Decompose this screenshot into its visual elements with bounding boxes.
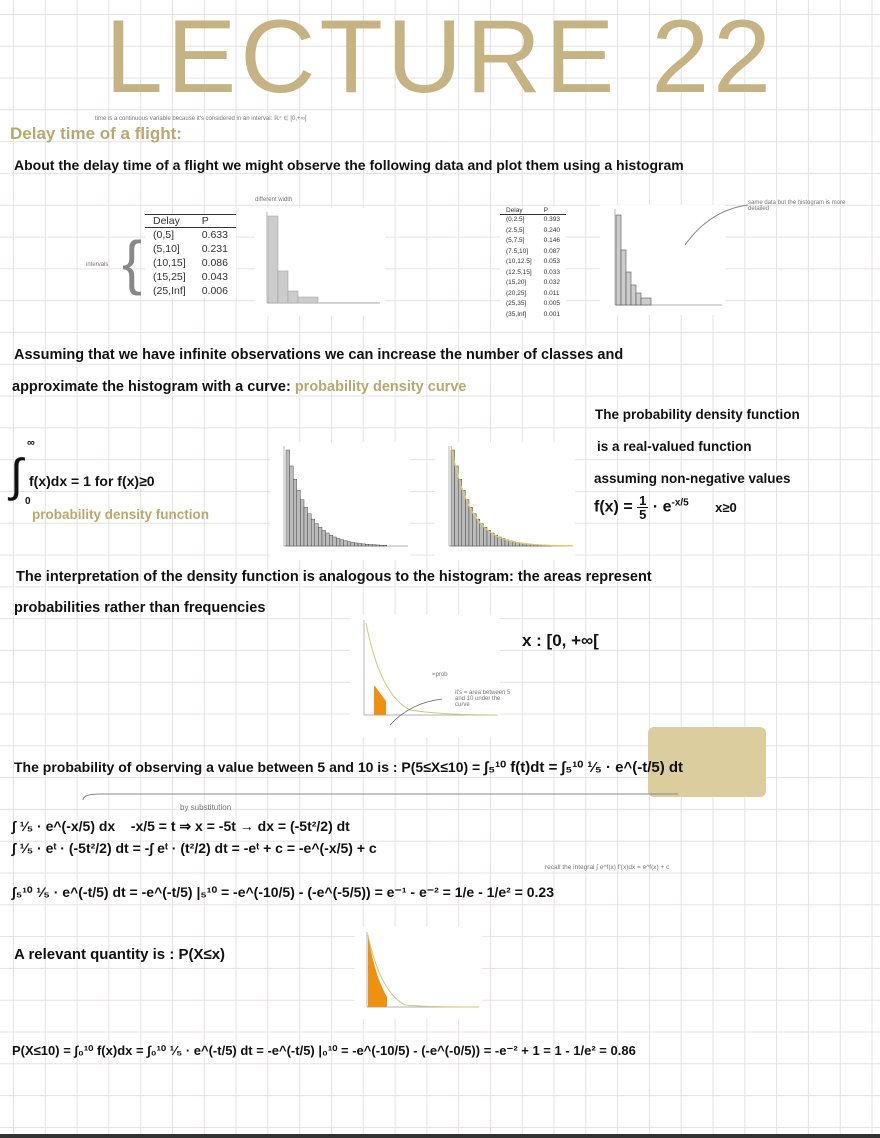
table-row — [500, 236, 566, 247]
interval-cell: (35,Inf] — [506, 310, 527, 318]
histogram-bar — [329, 535, 333, 546]
brace: { — [122, 229, 143, 296]
probability-cell: 0.001 — [543, 310, 560, 318]
probability-density-curve-label: probability density curve — [294, 379, 467, 395]
integral-upper: ∞ — [27, 437, 35, 449]
probability-cell: 0.053 — [543, 258, 560, 265]
histogram-bar — [365, 544, 369, 546]
histogram-bar — [297, 490, 301, 546]
final-formula: P(X≤10) = ∫₀¹⁰ f(x)dx = ∫₀¹⁰ ¹⁄₅ · e^(-t/5) dt = -e^(-t/5) |₀¹⁰ = -e^(-10/5) - (-e^(-0/5)) = -e⁻² + 1 = 1 - 1/e² = 0.86 — [12, 1043, 636, 1058]
histogram-bar — [480, 524, 484, 546]
histogram-bar — [326, 533, 330, 546]
pdf-formula: f(x) = $\frac{1}{5}$ · $e^{-x/5}$ x≥0 — [594, 493, 737, 522]
plot-note-prob: =prob — [432, 672, 448, 678]
note-more-detailed: same data but the histogram is more detailed — [748, 200, 846, 212]
arrow-line — [680, 200, 750, 250]
table-row — [500, 247, 566, 258]
table-row — [145, 228, 236, 243]
interval-cell: (2.5,5] — [506, 226, 525, 234]
interp-line-1: The interpretation of the density function is analogous to the histogram: the areas represent — [16, 569, 652, 585]
probability-cell: 0.240 — [543, 226, 560, 234]
histogram-bar — [286, 450, 290, 546]
histogram-bar — [358, 543, 362, 546]
interval-cell: (15,20] — [506, 279, 527, 286]
prob-line: The probability of observing a value between 5 and 10 is : P(5≤X≤10) = ∫₅¹⁰ f(t)dt = ∫₅¹⁰ ¹⁄₅ · e^(-t/5) dt — [14, 759, 684, 776]
table-row — [145, 284, 236, 298]
probability-cell: 0.011 — [543, 289, 560, 297]
probability-cell: 0.043 — [201, 271, 228, 283]
table-row — [500, 226, 566, 237]
interval-cell: (10,15] — [153, 257, 186, 269]
histogram-bar — [340, 540, 344, 546]
probability-cell: 0.146 — [543, 237, 560, 244]
relevant-quantity: A relevant quantity is : P(X≤x) — [14, 946, 226, 963]
histogram-bar — [476, 519, 480, 546]
table-row — [500, 299, 566, 310]
histogram-bar — [458, 479, 462, 546]
integral-lower: 0 — [25, 496, 31, 507]
interval-cell: (0,5] — [153, 229, 175, 241]
table-row — [500, 257, 566, 268]
table-row — [500, 215, 566, 226]
side-note-time: time is a continuous variable because it's considered in an interval: ℝ⁺ ∈ [0,+∞[ — [95, 116, 307, 122]
histogram-bar — [473, 514, 477, 546]
histogram-bar — [351, 542, 355, 546]
table-row — [500, 289, 566, 300]
probability-cell: 0.033 — [543, 268, 560, 276]
lecture-title: LECTURE 22 — [105, 0, 775, 115]
histogram-5-classes — [255, 208, 385, 316]
table-delay-2: Delay P (0,2.5] 0.393 (2.5,5] 0.240 (5,7.5] 0.146 (7.5,10] 0.087 (10,12.5] 0.053 (12.5,15] 0.033 (15,20] 0.032 (20,25] 0.011 (25,35] 0.005 (35,Inf] 0.001 — [500, 207, 566, 320]
interval-cell: (12.5,15] — [506, 268, 532, 276]
table-row — [500, 278, 566, 289]
brace-label: intervals — [86, 262, 109, 268]
histogram-bar — [300, 500, 304, 546]
support-interval: x : [0, +∞[ — [522, 631, 599, 650]
histogram-bar — [362, 544, 366, 546]
histogram-bar — [333, 537, 337, 546]
histogram-bar — [462, 490, 466, 546]
probability-cell: 0.087 — [543, 247, 560, 255]
probability-cell: 0.231 — [201, 243, 228, 255]
interval-cell: (7.5,10] — [506, 247, 529, 255]
histogram-bar — [354, 543, 358, 546]
histogram-bar — [311, 519, 315, 546]
interval-cell: (15,25] — [153, 271, 186, 283]
intro-text: About the delay time of a flight we might observe the following data and plot them using a histogram — [14, 157, 684, 173]
evaluation-row: ∫₅¹⁰ ¹⁄₅ · e^(-t/5) dt = -e^(-t/5) |₅¹⁰ = -e^(-10/5) - (-e^(-5/5)) = e⁻¹ - e⁻² = 1/e - 1/e² = 0.23 — [12, 884, 554, 900]
histogram-bar — [465, 500, 469, 546]
histogram-bar — [318, 527, 322, 546]
histogram-bar — [372, 545, 376, 546]
histogram-bar — [380, 545, 384, 546]
histogram-bar — [383, 545, 387, 546]
probability-cell: 0.633 — [201, 229, 228, 241]
probability-cell: 0.086 — [201, 257, 228, 269]
table-row — [145, 242, 236, 256]
interval-cell: (0,2.5] — [506, 216, 525, 223]
histogram-bar — [293, 479, 297, 546]
histogram-bar — [376, 545, 380, 546]
connector-line — [80, 790, 680, 802]
interp-line-2: probabilities rather than frequencies — [14, 600, 266, 616]
table-row — [500, 268, 566, 279]
histogram-bar — [469, 507, 473, 546]
probability-cell: 0.005 — [543, 300, 560, 307]
table-row — [500, 310, 566, 321]
histogram-bar — [308, 514, 312, 546]
histogram-bar — [304, 507, 308, 546]
pdf-label: probability density function — [32, 507, 210, 522]
histogram-bar — [290, 466, 294, 546]
table-row — [145, 256, 236, 270]
histogram-bar — [344, 541, 348, 546]
interval-cell: (10,12.5] — [506, 258, 532, 265]
histogram-bar — [315, 524, 319, 546]
table-delay-1: Delay P (0,5] 0.633 (5,10] 0.231 (10,15] 0.086 (15,25] 0.043 (25,Inf] 0.006 — [145, 214, 236, 298]
substitution-note: by substitution — [180, 803, 232, 812]
assume-line-2: approximate the histogram with a curve: — [12, 379, 291, 395]
interval-cell: (25,Inf] — [153, 285, 186, 297]
substitution-result: ∫ ¹⁄₅ · eᵗ · (-5t²/2) dt = -∫ eᵗ · (t²/2) dt = -eᵗ + c = -e^(-x/5) + c — [12, 840, 377, 856]
probability-cell: 0.006 — [201, 285, 228, 297]
histogram-bar — [369, 545, 373, 546]
histogram-bar — [483, 527, 487, 546]
pdf-def-line-3: assuming non-negative values — [594, 471, 791, 486]
interval-cell: (5,7.5] — [506, 237, 525, 244]
table-row — [145, 270, 236, 284]
assume-line-1: Assuming that we have infinite observations we can increase the number of classes and — [14, 347, 624, 363]
histogram-bar — [455, 466, 459, 546]
density-area-plot — [350, 615, 500, 737]
integral-body: f(x)dx = 1 for f(x)≥0 — [29, 473, 155, 489]
note-different-width: different width — [255, 197, 293, 203]
section-heading: Delay time of a flight: — [10, 124, 182, 143]
histogram-bar — [451, 450, 455, 546]
pdf-def-line-2: is a real-valued function — [597, 439, 752, 454]
histogram-bar — [336, 538, 340, 546]
probability-cell: 0.032 — [543, 279, 560, 286]
recall-note: recall the integral ∫ e^f(x) f'(x)dx = e^f(x) + c — [545, 864, 670, 871]
bottom-border — [0, 1134, 880, 1138]
histogram-bar — [347, 542, 351, 546]
interval-cell: (5,10] — [153, 243, 180, 255]
integral-sign: ∫ — [10, 449, 23, 501]
highlighted-integral: ∫₅¹⁰ ¹⁄₅ · e^(-t/5) dt — [561, 759, 684, 776]
probability-cell: 0.393 — [543, 216, 560, 223]
interval-cell: (20,25] — [506, 289, 527, 297]
histogram-fine — [270, 442, 410, 560]
histogram-with-curve — [435, 442, 575, 560]
substitution-row: ∫ ¹⁄₅ · e^(-x/5) dx -x/5 = t ⇒ x = -5t → dx = (-5t²/2) dt — [12, 818, 350, 834]
interval-cell: (25,35] — [506, 300, 527, 307]
pdf-def-line-1: The probability density function — [595, 407, 800, 422]
plot-note-area: it's = area between 5 and 10 under the curve — [455, 690, 511, 708]
histogram-bar — [322, 530, 326, 546]
cdf-area-plot — [355, 927, 482, 1019]
